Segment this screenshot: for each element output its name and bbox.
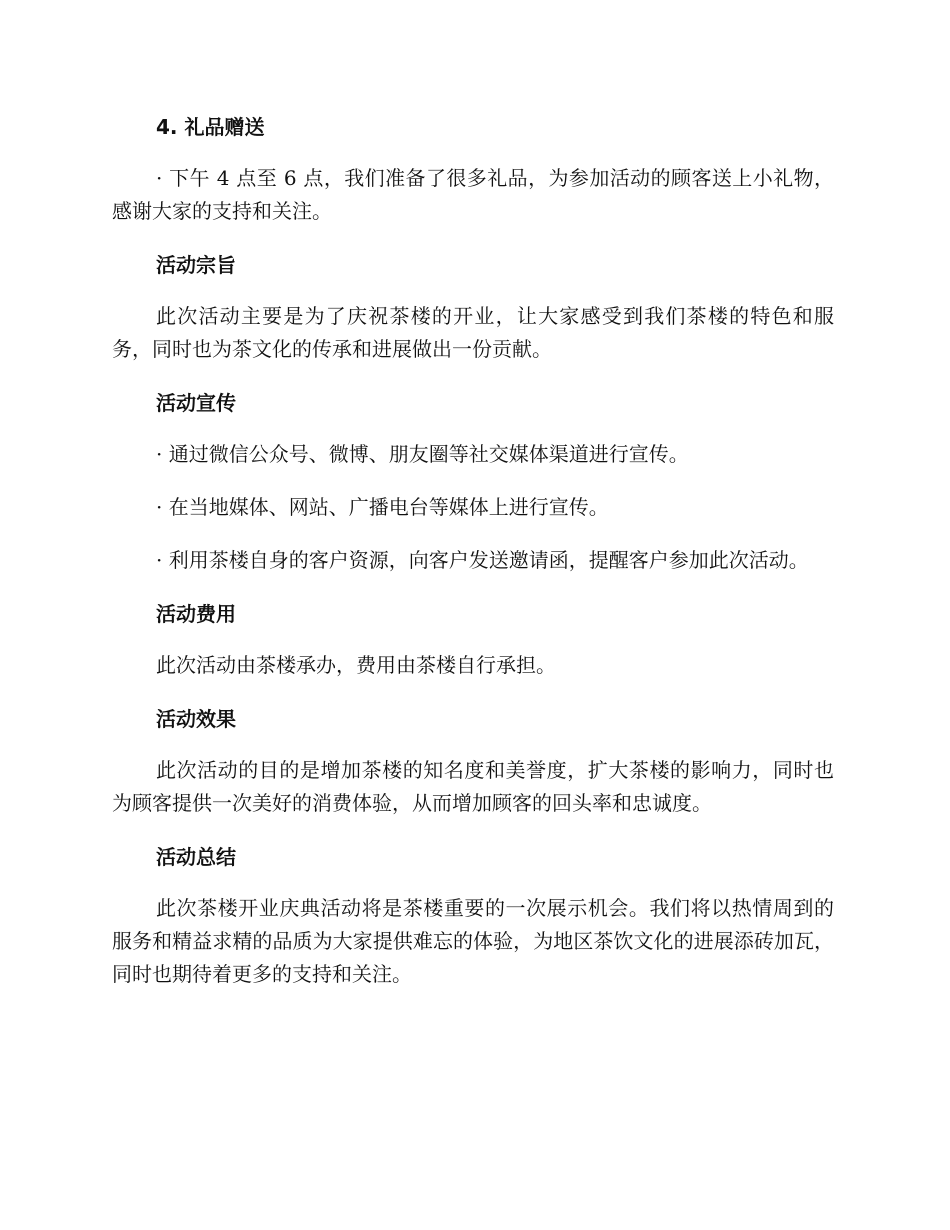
section-heading-summary: 活动总结 <box>156 845 236 869</box>
promotion-item-customer-invites: · 利用茶楼自身的客户资源，向客户发送邀请函，提醒客户参加此次活动。 <box>156 548 809 572</box>
purpose-paragraph: 此次活动主要是为了庆祝茶楼的开业，让大家感受到我们茶楼的特色和服务，同时也为茶文化的传承和进展做出一份贡献。 <box>112 304 834 361</box>
section-heading-promotion: 活动宣传 <box>156 391 236 415</box>
effect-paragraph: 此次活动的目的是增加茶楼的知名度和美誉度，扩大茶楼的影响力，同时也为顾客提供一次美好的消费体验，从而增加顾客的回头率和忠诚度。 <box>112 758 834 815</box>
document-page <box>112 110 834 1011</box>
section-heading-cost: 活动费用 <box>156 602 236 626</box>
section-heading-gifts: 4. 礼品赠送 <box>156 115 265 139</box>
section-heading-purpose: 活动宗旨 <box>156 253 236 277</box>
cost-paragraph: 此次活动由茶楼承办，费用由茶楼自行承担。 <box>156 653 556 677</box>
promotion-item-social-media: · 通过微信公众号、微博、朋友圈等社交媒体渠道进行宣传。 <box>156 442 689 466</box>
promotion-item-local-media: · 在当地媒体、网站、广播电台等媒体上进行宣传。 <box>156 495 609 519</box>
summary-paragraph: 此次茶楼开业庆典活动将是茶楼重要的一次展示机会。我们将以热情周到的服务和精益求精的品质为大家提供难忘的体验，为地区茶饮文化的进展添砖加瓦，同时也期待着更多的支持和关注。 <box>112 896 834 986</box>
gifts-paragraph: · 下午 4 点至 6 点，我们准备了很多礼品，为参加活动的顾客送上小礼物，感谢大家的支持和关注。 <box>112 166 834 223</box>
section-heading-effect: 活动效果 <box>156 707 236 731</box>
